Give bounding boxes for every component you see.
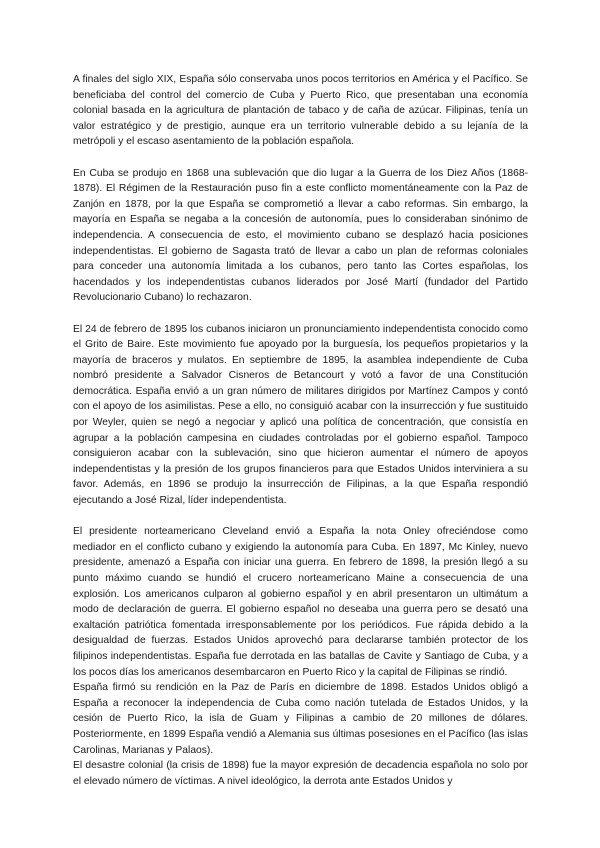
- paragraph-1: A finales del siglo XIX, España sólo conservaba unos pocos territorios en América y el Pacífico. Se beneficiaba del control del comercio de Cuba y Puerto Rico, que presentaban una economía colonial basada en la agricultura de plantación de tabaco y de caña de azúcar. Filipinas, tenía un valor estratégico y de prestigio, aunque era un territorio vulnerable debido a su lejanía de la metrópoli y el escaso asentamiento de la población española.: [73, 74, 528, 148]
- paragraph-5: España firmó su rendición en la Paz de París en diciembre de 1898. Estados Unidos obligó a España a reconocer la independencia de Cuba como nación tutelada de Estados Unidos, y la cesión de Puerto Rico, la isla de Guam y Filipinas a cambio de 20 millones de dólares. Posteriormente, en 1899 España vendió a Alemania sus últimas posesiones en el Pacífico (las islas Carolinas, Marianas y Palaos).: [73, 682, 528, 756]
- paragraph-2: En Cuba se produjo en 1868 una sublevación que dio lugar a la Guerra de los Diez Años (1868-1878). El Régimen de la Restauración puso fin a este conflicto momentáneamente con la Paz de Zanjón en 1878, por la que España se comprometió a llevar a cabo reformas. Sin embargo, la mayoría en España se negaba a la concesión de autonomía, pues lo consideraban sinónimo de independencia. A consecuencia de esto, el movimiento cubano se desplazó hacia posiciones independentistas. El gobierno de Sagasta trató de llevar a cabo un plan de reformas coloniales para conceder una autonomía limitada a los cubanos, pero tanto las Cortes españolas, los hacendados y los independentistas cubanos liderados por José Martí (fundador del Partido Revolucionario Cubano) lo rechazaron.: [73, 167, 528, 304]
- paragraph-4: El presidente norteamericano Cleveland envió a España la nota Onley ofreciéndose como mediador en el conflicto cubano y exigiendo la autonomía para Cuba. En 1897, Mc Kinley, nuevo presidente, amenazó a España con iniciar una guerra. En febrero de 1898, la presión llegó a su punto máximo cuando se hundió el crucero norteamericano Maine a consecuencia de una explosión. Los americanos culparon al gobierno español y en abril presentaron un ultimátum a modo de declaración de guerra. El gobierno español no deseaba una guerra pero se desató una exaltación patriótica fomentada irresponsablemente por los periódicos. Fue rápida debido a la desigualdad de fuerzas. Estados Unidos aprovechó para declararse también protector de los filipinos independentistas. España fue derrotada en las batallas de Cavite y Santiago de Cuba, y a los pocos días los americanos desembarcaron en Puerto Rico y la capital de Filipinas se rindió.: [73, 526, 528, 678]
- paragraph-3: El 24 de febrero de 1895 los cubanos iniciaron un pronunciamiento independentista conocido como el Grito de Baire. Este movimiento fue apoyado por la burguesía, los pequeños propietarios y la mayoría de braceros y mulatos. En septiembre de 1895, la asamblea independiente de Cuba nombró presidente a Salvador Cisneros de Betancourt y votó a favor de una Constitución democrática. España envió a un gran número de militares dirigidos por Martínez Campos y contó con el apoyo de los asimilistas. Pese a ello, no consiguió acabar con la insurrección y fue sustituido por Weyler, quien se negó a negociar y aplicó una política de concentración, que consistía en agrupar a la población campesina en ciudades controladas por el gobierno español. Tampoco consiguieron acabar con la sublevación, sino que hicieron aumentar el número de apoyos independentistas y la presión de los grupos financieros para que Estados Unidos interviniera a su favor. Además, en 1896 se produjo la insurrección de Filipinas, a la que España respondió ejecutando a José Rizal, líder independentista.: [73, 323, 528, 507]
- paragraph-6: El desastre colonial (la crisis de 1898) fue la mayor expresión de decadencia española no solo por el elevado número de víctimas. A nivel ideológico, la derrota ante Estados Unidos y: [73, 760, 528, 787]
- document-page: [73, 72, 528, 789]
